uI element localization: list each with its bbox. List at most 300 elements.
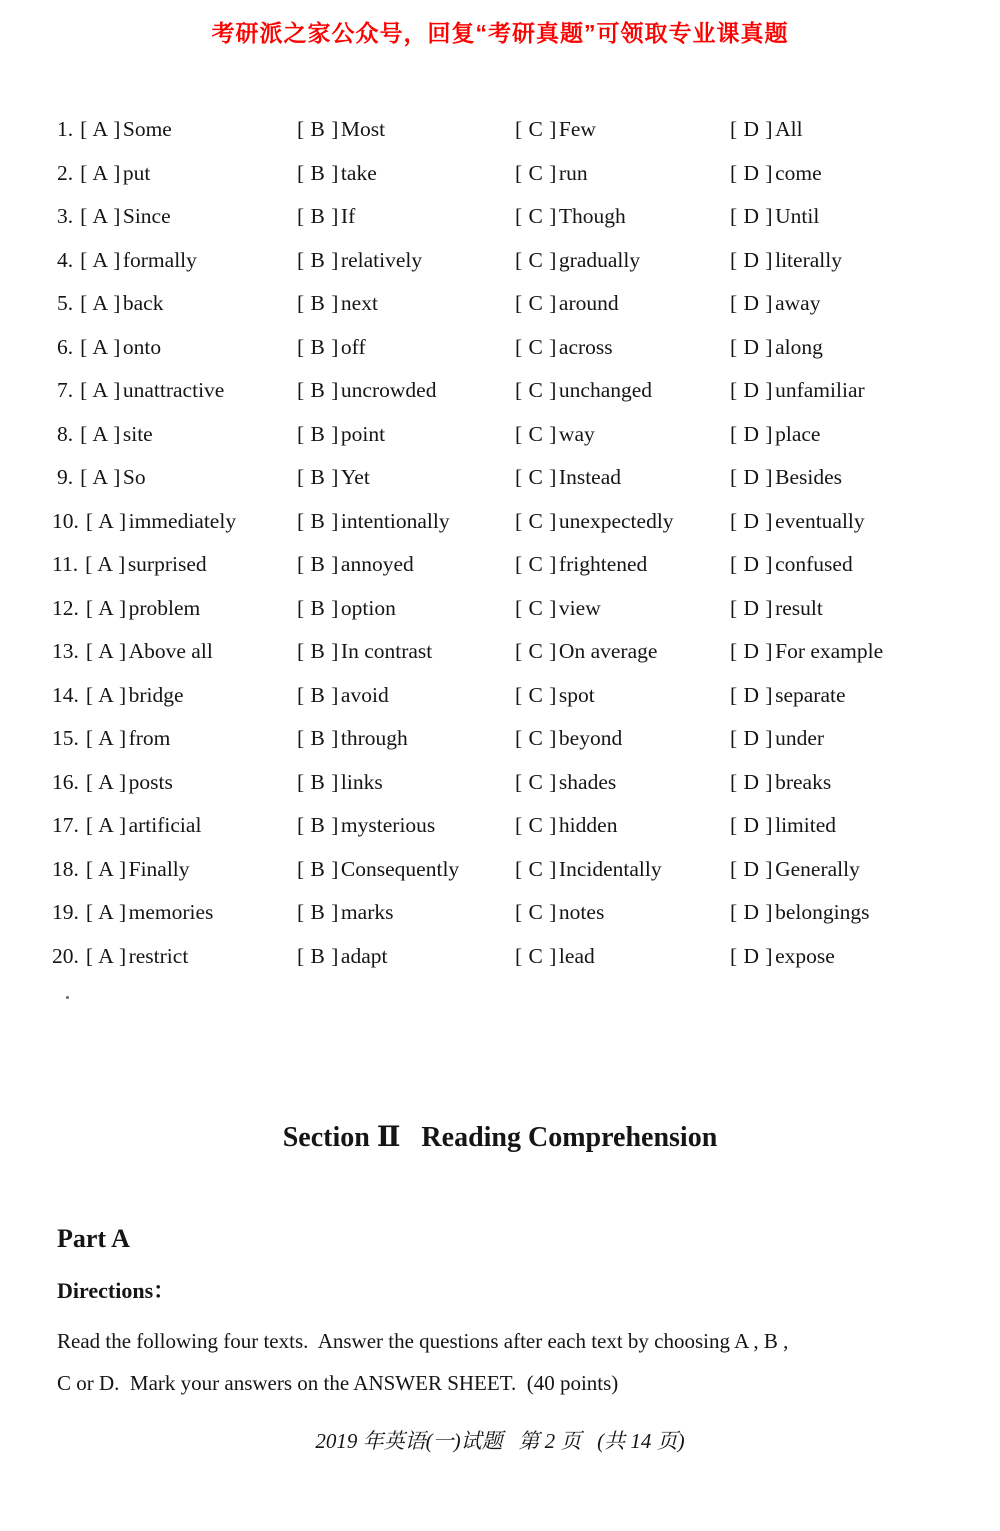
option-text: adapt bbox=[340, 943, 388, 968]
option-a bbox=[86, 726, 171, 750]
question-number: 5. bbox=[57, 291, 74, 316]
question-number: 20. bbox=[52, 943, 79, 968]
option-a bbox=[86, 944, 188, 968]
question-cell bbox=[0, 770, 297, 795]
option-cell bbox=[515, 639, 730, 664]
option-bracket-label: [ B ] bbox=[297, 943, 339, 968]
question-row-13 bbox=[0, 630, 1000, 674]
option-bracket-label: [ B ] bbox=[297, 595, 339, 620]
option-text: onto bbox=[122, 334, 162, 359]
option-a bbox=[86, 900, 214, 924]
option-bracket-label: [ D ] bbox=[730, 421, 774, 446]
question-cell bbox=[0, 161, 297, 186]
option-a bbox=[80, 117, 172, 141]
option-bracket-label: [ B ] bbox=[297, 117, 339, 142]
option-text: Instead bbox=[558, 465, 622, 490]
option-d bbox=[730, 509, 865, 533]
option-b bbox=[297, 117, 385, 141]
scan-artifact-dot bbox=[66, 996, 69, 999]
option-text: limited bbox=[775, 813, 837, 838]
directions-line-1: Read the following four texts. Answer the questions after each text by choosing A , B , bbox=[57, 1329, 789, 1353]
question-cell bbox=[0, 813, 297, 838]
option-bracket-label: [ B ] bbox=[297, 465, 339, 490]
question-cell bbox=[0, 726, 297, 751]
option-text: off bbox=[340, 334, 366, 359]
option-cell bbox=[297, 117, 515, 142]
question-cell bbox=[0, 204, 297, 229]
option-bracket-label: [ D ] bbox=[730, 856, 774, 881]
option-text: mysterious bbox=[340, 813, 436, 838]
question-row-19 bbox=[0, 891, 1000, 935]
question-cell bbox=[0, 117, 297, 142]
option-text: memories bbox=[128, 900, 214, 925]
option-cell bbox=[515, 509, 730, 534]
option-b bbox=[297, 378, 436, 402]
option-text: back bbox=[122, 291, 164, 316]
option-bracket-label: [ A ] bbox=[85, 813, 127, 838]
option-cell bbox=[297, 639, 515, 664]
question-number: 19. bbox=[52, 900, 79, 925]
option-text: away bbox=[775, 291, 821, 316]
option-bracket-label: [ C ] bbox=[515, 465, 557, 490]
option-text: unexpectedly bbox=[558, 508, 674, 533]
option-a bbox=[80, 465, 145, 489]
option-text: run bbox=[558, 160, 588, 185]
option-cell bbox=[297, 857, 515, 882]
option-text: literally bbox=[775, 247, 842, 272]
question-row-18 bbox=[0, 848, 1000, 892]
option-c bbox=[515, 813, 617, 837]
option-c bbox=[515, 204, 626, 228]
option-d bbox=[730, 248, 842, 272]
option-cell bbox=[515, 204, 730, 229]
option-text: point bbox=[340, 421, 386, 446]
option-b bbox=[297, 857, 459, 881]
option-bracket-label: [ D ] bbox=[730, 639, 774, 664]
option-cell bbox=[515, 726, 730, 751]
question-cell bbox=[0, 552, 297, 577]
option-bracket-label: [ C ] bbox=[515, 943, 557, 968]
question-cell bbox=[0, 596, 297, 621]
option-a bbox=[80, 161, 150, 185]
option-cell bbox=[297, 726, 515, 751]
option-c bbox=[515, 596, 601, 620]
question-row-17 bbox=[0, 804, 1000, 848]
option-d bbox=[730, 117, 803, 141]
option-bracket-label: [ D ] bbox=[730, 291, 774, 316]
option-text: view bbox=[558, 595, 601, 620]
option-d bbox=[730, 378, 865, 402]
question-number: 18. bbox=[52, 856, 79, 881]
option-b bbox=[297, 770, 383, 794]
option-cell bbox=[297, 465, 515, 490]
option-bracket-label: [ A ] bbox=[80, 334, 121, 359]
option-bracket-label: [ A ] bbox=[80, 465, 121, 490]
option-text: frightened bbox=[558, 552, 648, 577]
option-bracket-label: [ C ] bbox=[515, 160, 557, 185]
option-text: belongings bbox=[775, 900, 870, 925]
question-cell bbox=[0, 857, 297, 882]
option-c bbox=[515, 552, 647, 576]
option-bracket-label: [ B ] bbox=[297, 552, 339, 577]
option-text: option bbox=[340, 595, 396, 620]
question-number: 6. bbox=[57, 334, 74, 359]
option-bracket-label: [ B ] bbox=[297, 291, 339, 316]
option-bracket-label: [ D ] bbox=[730, 769, 774, 794]
option-bracket-label: [ D ] bbox=[730, 160, 774, 185]
option-cell bbox=[297, 335, 515, 360]
option-b bbox=[297, 552, 414, 576]
option-text: hidden bbox=[558, 813, 618, 838]
option-cell bbox=[730, 161, 1000, 186]
option-cell bbox=[515, 552, 730, 577]
option-text: Since bbox=[122, 204, 171, 229]
option-bracket-label: [ C ] bbox=[515, 639, 557, 664]
option-cell bbox=[730, 335, 1000, 360]
option-cell bbox=[297, 509, 515, 534]
option-cell bbox=[515, 117, 730, 142]
question-row-11 bbox=[0, 543, 1000, 587]
option-text: restrict bbox=[128, 943, 189, 968]
option-bracket-label: [ D ] bbox=[730, 900, 774, 925]
option-b bbox=[297, 465, 370, 489]
question-row-1 bbox=[0, 108, 1000, 152]
option-cell bbox=[730, 770, 1000, 795]
option-text: surprised bbox=[127, 552, 207, 577]
option-bracket-label: [ A ] bbox=[85, 769, 127, 794]
option-text: avoid bbox=[340, 682, 389, 707]
option-cell bbox=[730, 596, 1000, 621]
option-b bbox=[297, 683, 389, 707]
option-text: breaks bbox=[775, 769, 832, 794]
question-row-7 bbox=[0, 369, 1000, 413]
option-c bbox=[515, 378, 652, 402]
option-cell bbox=[730, 683, 1000, 708]
option-bracket-label: [ A ] bbox=[80, 421, 121, 446]
option-bracket-label: [ C ] bbox=[515, 117, 557, 142]
option-text: under bbox=[775, 726, 825, 751]
option-bracket-label: [ D ] bbox=[730, 943, 774, 968]
option-b bbox=[297, 161, 377, 185]
option-text: notes bbox=[558, 900, 605, 925]
option-text: come bbox=[775, 160, 822, 185]
option-text: Yet bbox=[340, 465, 370, 490]
option-cell bbox=[515, 161, 730, 186]
option-d bbox=[730, 944, 835, 968]
option-cell bbox=[297, 552, 515, 577]
option-text: across bbox=[558, 334, 613, 359]
option-bracket-label: [ D ] bbox=[730, 117, 774, 142]
option-cell bbox=[515, 857, 730, 882]
answer-options-list bbox=[0, 108, 1000, 978]
option-bracket-label: [ C ] bbox=[515, 378, 557, 403]
option-text: relatively bbox=[340, 247, 423, 272]
option-c bbox=[515, 291, 619, 315]
option-a bbox=[80, 335, 161, 359]
option-text: bridge bbox=[128, 682, 184, 707]
option-bracket-label: [ C ] bbox=[515, 813, 557, 838]
option-cell bbox=[730, 857, 1000, 882]
option-text: artificial bbox=[128, 813, 202, 838]
question-row-15 bbox=[0, 717, 1000, 761]
option-bracket-label: [ C ] bbox=[515, 334, 557, 359]
option-d bbox=[730, 291, 820, 315]
question-number: 11. bbox=[52, 552, 79, 577]
question-row-3 bbox=[0, 195, 1000, 239]
option-cell bbox=[297, 291, 515, 316]
option-d bbox=[730, 726, 824, 750]
option-cell bbox=[297, 770, 515, 795]
question-number: 2. bbox=[57, 160, 74, 185]
option-text: If bbox=[340, 204, 356, 229]
option-bracket-label: [ A ] bbox=[85, 900, 127, 925]
question-number: 1. bbox=[57, 117, 74, 142]
option-bracket-label: [ B ] bbox=[297, 204, 339, 229]
option-bracket-label: [ C ] bbox=[515, 595, 557, 620]
option-text: gradually bbox=[558, 247, 641, 272]
option-text: take bbox=[340, 160, 377, 185]
option-cell bbox=[515, 378, 730, 403]
option-text: lead bbox=[558, 943, 595, 968]
question-cell bbox=[0, 639, 297, 664]
option-c bbox=[515, 683, 595, 707]
option-cell bbox=[515, 596, 730, 621]
option-text: unattractive bbox=[122, 378, 225, 403]
question-cell bbox=[0, 465, 297, 490]
option-bracket-label: [ A ] bbox=[85, 943, 127, 968]
option-cell bbox=[515, 683, 730, 708]
option-text: All bbox=[775, 117, 803, 142]
question-row-20 bbox=[0, 935, 1000, 979]
question-number: 9. bbox=[57, 465, 74, 490]
option-bracket-label: [ B ] bbox=[297, 813, 339, 838]
option-d bbox=[730, 161, 822, 185]
option-a bbox=[80, 248, 197, 272]
option-text: spot bbox=[558, 682, 595, 707]
option-c bbox=[515, 770, 616, 794]
option-text: Incidentally bbox=[558, 856, 662, 881]
option-bracket-label: [ C ] bbox=[515, 682, 557, 707]
option-bracket-label: [ B ] bbox=[297, 378, 339, 403]
option-bracket-label: [ A ] bbox=[85, 508, 127, 533]
question-number: 7. bbox=[57, 378, 74, 403]
option-bracket-label: [ D ] bbox=[730, 508, 774, 533]
option-bracket-label: [ A ] bbox=[80, 117, 121, 142]
option-cell bbox=[730, 639, 1000, 664]
option-d bbox=[730, 857, 860, 881]
option-c bbox=[515, 422, 595, 446]
option-b bbox=[297, 335, 366, 359]
option-text: site bbox=[122, 421, 153, 446]
option-a bbox=[80, 378, 224, 402]
option-bracket-label: [ B ] bbox=[297, 856, 339, 881]
option-text: Most bbox=[340, 117, 386, 142]
question-number: 10. bbox=[52, 508, 79, 533]
option-bracket-label: [ A ] bbox=[85, 856, 127, 881]
option-text: confused bbox=[775, 552, 853, 577]
directions-line-2: C or D. Mark your answers on the ANSWER SHEET. (40 points) bbox=[57, 1371, 619, 1395]
option-cell bbox=[515, 422, 730, 447]
option-bracket-label: [ C ] bbox=[515, 900, 557, 925]
question-row-14 bbox=[0, 674, 1000, 718]
option-a bbox=[86, 639, 213, 663]
option-cell bbox=[297, 900, 515, 925]
option-d bbox=[730, 900, 869, 924]
option-bracket-label: [ D ] bbox=[730, 247, 774, 272]
option-bracket-label: [ B ] bbox=[297, 508, 339, 533]
option-text: Besides bbox=[775, 465, 842, 490]
option-b bbox=[297, 944, 387, 968]
option-text: problem bbox=[128, 595, 201, 620]
option-bracket-label: [ C ] bbox=[515, 247, 557, 272]
directions-label: Directions： bbox=[57, 1278, 176, 1303]
option-text: next bbox=[340, 291, 378, 316]
option-cell bbox=[297, 683, 515, 708]
option-bracket-label: [ D ] bbox=[730, 552, 774, 577]
option-a bbox=[80, 204, 171, 228]
option-cell bbox=[297, 248, 515, 273]
option-bracket-label: [ B ] bbox=[297, 769, 339, 794]
option-a bbox=[80, 291, 163, 315]
option-a bbox=[86, 596, 200, 620]
option-d bbox=[730, 639, 883, 663]
option-b bbox=[297, 204, 355, 228]
option-cell bbox=[730, 422, 1000, 447]
option-text: from bbox=[128, 726, 171, 751]
option-bracket-label: [ D ] bbox=[730, 334, 774, 359]
option-d bbox=[730, 770, 831, 794]
option-a bbox=[85, 552, 207, 576]
option-bracket-label: [ D ] bbox=[730, 465, 774, 490]
option-b bbox=[297, 248, 422, 272]
option-text: separate bbox=[775, 682, 846, 707]
option-cell bbox=[730, 117, 1000, 142]
option-bracket-label: [ A ] bbox=[85, 595, 127, 620]
option-text: put bbox=[122, 160, 151, 185]
option-cell bbox=[730, 509, 1000, 534]
question-row-12 bbox=[0, 587, 1000, 631]
option-bracket-label: [ D ] bbox=[730, 813, 774, 838]
option-text: unfamiliar bbox=[775, 378, 865, 403]
option-text: marks bbox=[340, 900, 394, 925]
section-title: Section Ⅱ Reading Comprehension bbox=[282, 1122, 718, 1153]
option-a bbox=[86, 813, 202, 837]
option-cell bbox=[297, 813, 515, 838]
option-bracket-label: [ C ] bbox=[515, 856, 557, 881]
question-cell bbox=[0, 291, 297, 316]
option-text: Some bbox=[122, 117, 172, 142]
option-bracket-label: [ A ] bbox=[85, 552, 126, 577]
option-bracket-label: [ B ] bbox=[297, 421, 339, 446]
option-b bbox=[297, 596, 396, 620]
question-row-4 bbox=[0, 239, 1000, 283]
question-number: 13. bbox=[52, 639, 79, 664]
option-text: For example bbox=[775, 639, 884, 664]
option-b bbox=[297, 509, 450, 533]
option-c bbox=[515, 726, 622, 750]
option-c bbox=[515, 509, 674, 533]
option-text: In contrast bbox=[340, 639, 433, 664]
question-number: 4. bbox=[57, 247, 74, 272]
option-d bbox=[730, 813, 836, 837]
option-c bbox=[515, 639, 657, 663]
option-cell bbox=[730, 378, 1000, 403]
option-c bbox=[515, 117, 596, 141]
option-bracket-label: [ A ] bbox=[85, 726, 127, 751]
option-bracket-label: [ C ] bbox=[515, 204, 557, 229]
option-c bbox=[515, 465, 621, 489]
option-d bbox=[730, 683, 846, 707]
option-text: along bbox=[775, 334, 823, 359]
option-bracket-label: [ B ] bbox=[297, 900, 339, 925]
option-d bbox=[730, 465, 842, 489]
question-cell bbox=[0, 683, 297, 708]
option-d bbox=[730, 335, 823, 359]
option-cell bbox=[515, 291, 730, 316]
option-text: links bbox=[340, 769, 383, 794]
option-text: Finally bbox=[128, 856, 190, 881]
option-cell bbox=[730, 291, 1000, 316]
option-text: intentionally bbox=[340, 508, 450, 533]
option-cell bbox=[730, 248, 1000, 273]
option-d bbox=[730, 422, 820, 446]
option-c bbox=[515, 900, 604, 924]
option-text: immediately bbox=[128, 508, 237, 533]
question-cell bbox=[0, 900, 297, 925]
option-cell bbox=[515, 900, 730, 925]
option-c bbox=[515, 944, 595, 968]
option-a bbox=[86, 857, 190, 881]
option-text: Generally bbox=[775, 856, 860, 881]
option-bracket-label: [ D ] bbox=[730, 682, 774, 707]
option-cell bbox=[297, 161, 515, 186]
question-number: 17. bbox=[52, 813, 79, 838]
option-bracket-label: [ A ] bbox=[80, 160, 121, 185]
option-cell bbox=[730, 204, 1000, 229]
option-text: around bbox=[558, 291, 619, 316]
question-cell bbox=[0, 378, 297, 403]
question-number: 3. bbox=[57, 204, 74, 229]
question-row-6 bbox=[0, 326, 1000, 370]
option-bracket-label: [ C ] bbox=[515, 726, 557, 751]
option-cell bbox=[515, 770, 730, 795]
question-cell bbox=[0, 944, 297, 969]
question-row-2 bbox=[0, 152, 1000, 196]
option-cell bbox=[515, 813, 730, 838]
option-text: Few bbox=[558, 117, 596, 142]
option-c bbox=[515, 335, 613, 359]
option-b bbox=[297, 900, 393, 924]
part-a-heading: Part A bbox=[57, 1224, 130, 1253]
option-text: annoyed bbox=[340, 552, 414, 577]
option-bracket-label: [ D ] bbox=[730, 204, 774, 229]
option-cell bbox=[297, 378, 515, 403]
option-b bbox=[297, 422, 385, 446]
option-bracket-label: [ A ] bbox=[80, 247, 121, 272]
option-text: Though bbox=[558, 204, 626, 229]
question-row-9 bbox=[0, 456, 1000, 500]
option-text: eventually bbox=[775, 508, 865, 533]
question-row-16 bbox=[0, 761, 1000, 805]
question-cell bbox=[0, 248, 297, 273]
option-bracket-label: [ A ] bbox=[80, 204, 121, 229]
option-cell bbox=[730, 465, 1000, 490]
option-cell bbox=[515, 944, 730, 969]
option-bracket-label: [ D ] bbox=[730, 726, 774, 751]
option-text: formally bbox=[122, 247, 197, 272]
option-d bbox=[730, 596, 823, 620]
option-text: place bbox=[775, 421, 821, 446]
